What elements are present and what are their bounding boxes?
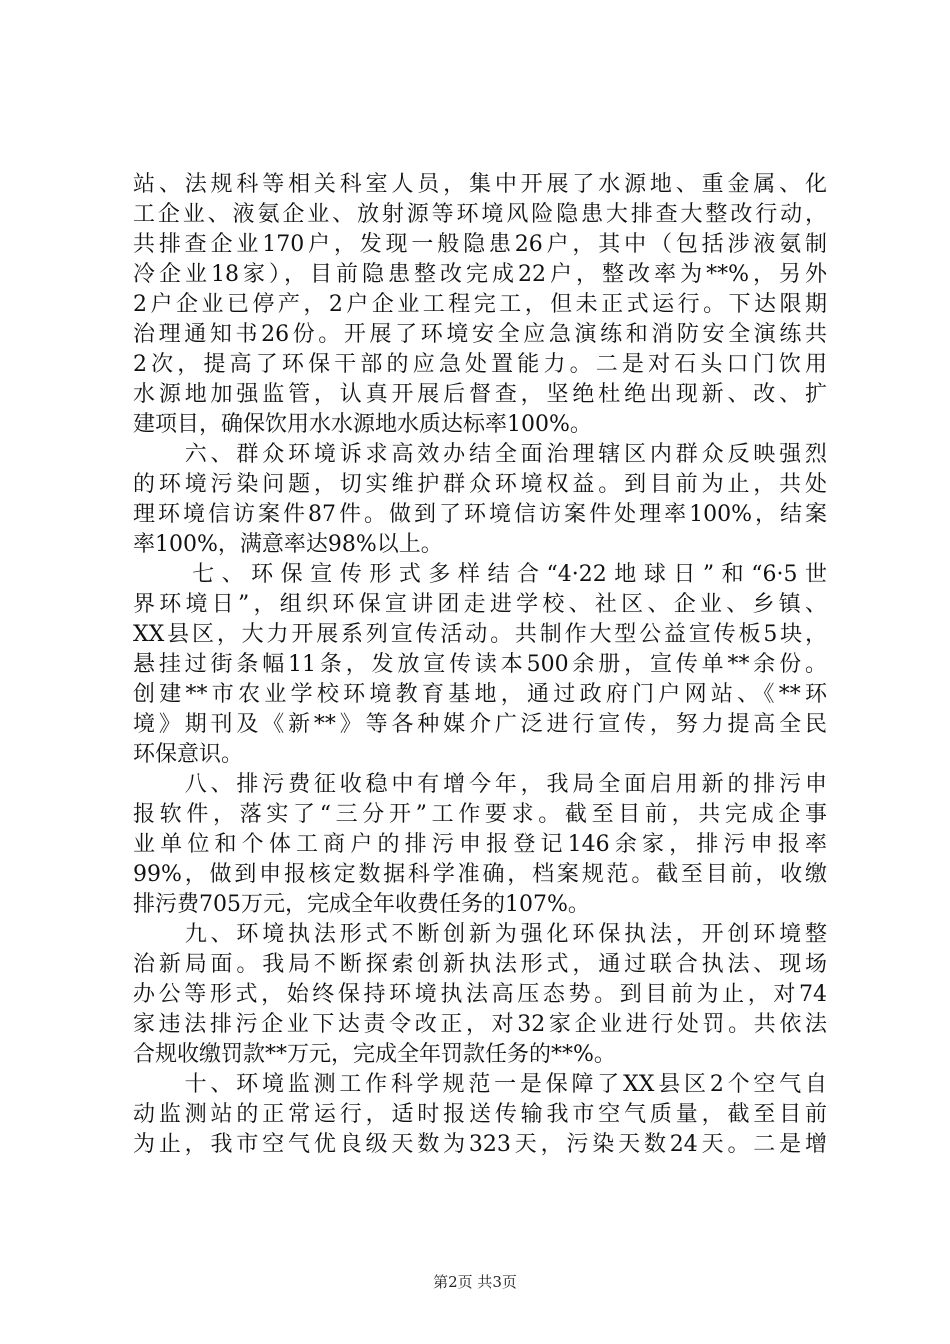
text-line: 境》期刊及《新**》等各种媒介广泛进行宣传，努力提高全民 — [133, 712, 827, 737]
text-line: 共排查企业170户，发现一般隐患26户，其中（包括涉液氨制 — [133, 232, 827, 257]
text-line: 水源地加强监管，认真开展后督查，坚绝杜绝出现新、改、扩 — [133, 382, 827, 407]
text-line: 2次，提高了环保干部的应急处置能力。二是对石头口门饮用 — [133, 352, 827, 377]
text-line: 八、排污费征收稳中有增今年，我局全面启用新的排污申 — [133, 772, 827, 797]
text-line: 治理通知书26份。开展了环境安全应急演练和消防安全演练共 — [133, 322, 827, 347]
text-line: 治新局面。我局不断探索创新执法形式，通过联合执法、现场 — [133, 952, 827, 977]
text-line: 七、环保宣传形式多样结合“4·22地球日”和“6·5世 — [133, 562, 827, 587]
text-line: 十、环境监测工作科学规范一是保障了XX县区2个空气自 — [133, 1072, 827, 1097]
text-line: 99%，做到申报核定数据科学准确，档案规范。截至目前，收缴 — [133, 862, 827, 887]
text-line: 排污费705万元，完成全年收费任务的107%。 — [133, 892, 590, 917]
text-line: 环保意识。 — [133, 742, 244, 767]
text-line: 悬挂过街条幅11条，发放宣传读本500余册，宣传单**余份。 — [133, 652, 827, 677]
text-line: 界环境日”，组织环保宣讲团走进学校、社区、企业、乡镇、 — [133, 592, 827, 617]
text-line: 创建**市农业学校环境教育基地，通过政府门户网站、《**环 — [133, 682, 827, 707]
text-line: 率100%，满意率达98%以上。 — [133, 532, 443, 557]
document-body — [133, 170, 827, 1160]
text-line: 六、群众环境诉求高效办结全面治理辖区内群众反映强烈 — [133, 442, 827, 467]
text-line: XX县区，大力开展系列宣传活动。共制作大型公益宣传板5块， — [133, 622, 827, 647]
text-line: 九、环境执法形式不断创新为强化环保执法，开创环境整 — [133, 922, 827, 947]
page-footer: 第2页 共3页 — [433, 1273, 517, 1291]
text-line: 为止，我市空气优良级天数为323天，污染天数24天。二是增 — [133, 1132, 827, 1157]
text-line: 2户企业已停产，2户企业工程完工，但未正式运行。下达限期 — [133, 292, 827, 317]
text-line: 理环境信访案件87件。做到了环境信访案件处理率100%，结案 — [133, 502, 827, 527]
text-line: 动监测站的正常运行，适时报送传输我市空气质量，截至目前 — [133, 1102, 827, 1127]
text-line: 合规收缴罚款**万元，完成全年罚款任务的**%。 — [133, 1042, 616, 1067]
text-line: 站、法规科等相关科室人员，集中开展了水源地、重金属、化 — [133, 172, 827, 197]
text-line: 建项目，确保饮用水水源地水质达标率100%。 — [133, 412, 592, 437]
text-line: 的环境污染问题，切实维护群众环境权益。到目前为止，共处 — [133, 472, 827, 497]
text-line: 冷企业18家），目前隐患整改完成22户，整改率为**%，另外 — [133, 262, 827, 287]
text-line: 工企业、液氨企业、放射源等环境风险隐患大排查大整改行动， — [133, 202, 827, 227]
text-line: 办公等形式，始终保持环境执法高压态势。到目前为止，对74 — [133, 982, 827, 1007]
text-line: 家违法排污企业下达责令改正，对32家企业进行处罚。共依法 — [133, 1012, 827, 1037]
text-line: 业单位和个体工商户的排污申报登记146余家，排污申报率 — [133, 832, 827, 857]
text-line: 报软件，落实了“三分开”工作要求。截至目前，共完成企事 — [133, 802, 827, 827]
